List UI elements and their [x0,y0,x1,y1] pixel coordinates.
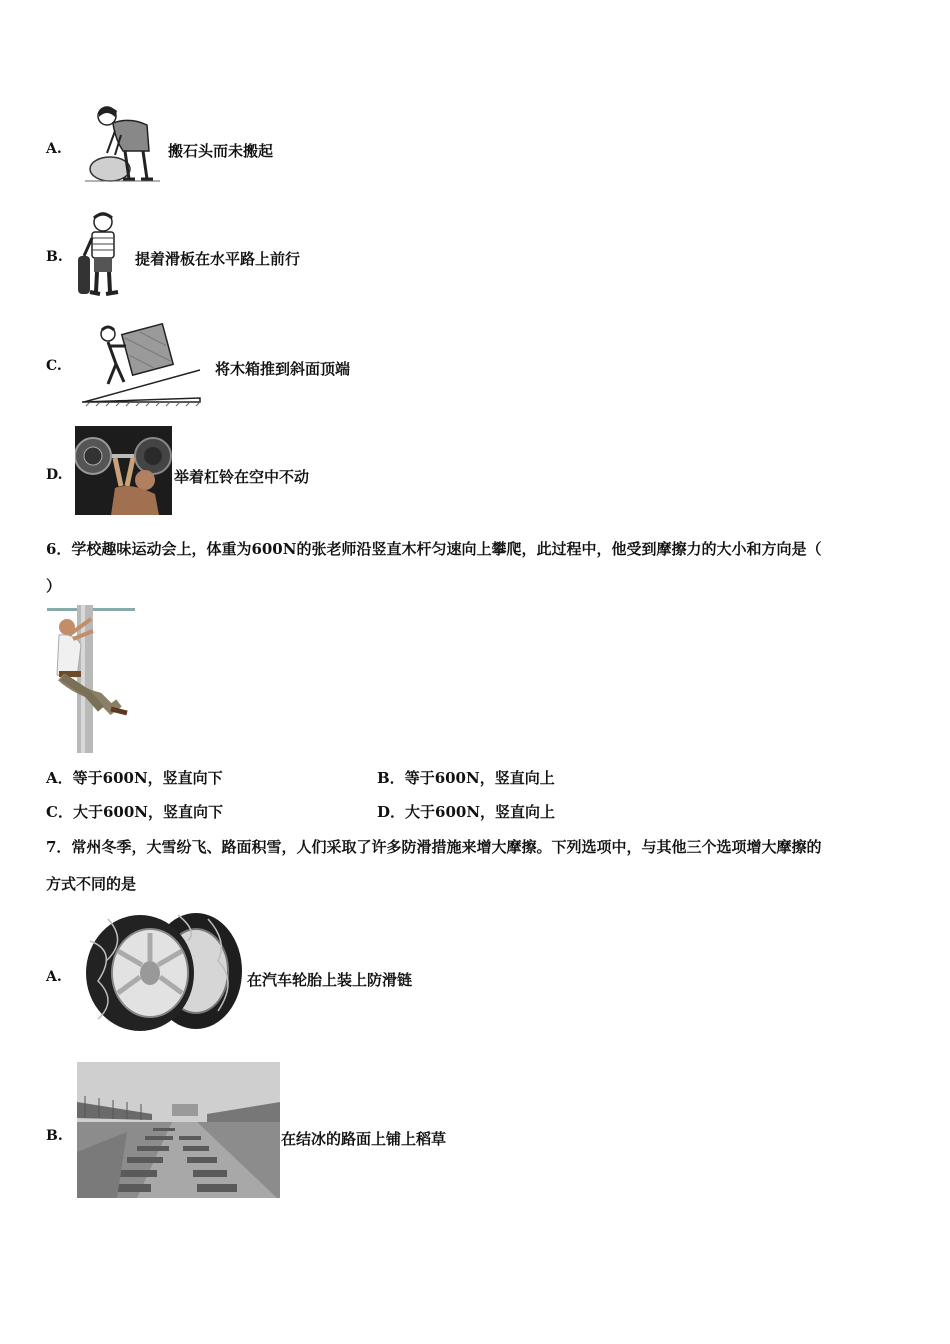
q5-option-d-text: 举着杠铃在空中不动 [174,468,310,486]
q7-option-b-label: B. [46,1128,63,1144]
boy-carrying-skateboard-image [76,210,126,300]
q5-option-b-text: 提着滑板在水平路上前行 [135,250,301,268]
q6-option-b [377,767,555,788]
q5-option-a-label: A. [46,141,62,157]
q6-option-d-label: D． [377,803,406,821]
person-lifting-rock-image [85,103,160,183]
question-6-stem-line2: ） [46,577,62,595]
question-7-stem-line1: 7．常州冬季，大雪纷飞、路面积雪，人们采取了许多防滑措施来增大摩擦。下列选项中，与其他三个选项增大摩擦的 [46,838,822,856]
tire-snow-chains-photo [78,911,246,1033]
q5-option-a-text: 搬石头而未搬起 [168,142,274,160]
q6-option-a-label: A． [46,769,73,787]
man-climbing-pole-photo [47,605,135,753]
q6-option-b-label: B． [377,769,405,787]
q7-option-a-label: A. [46,969,62,985]
q5-option-d-label: D. [46,467,63,483]
q6-option-c [46,801,223,822]
q7-option-a-text: 在汽车轮胎上装上防滑链 [247,971,413,989]
q5-option-c-label: C. [46,358,62,374]
q5-option-c-text: 将木箱推到斜面顶端 [215,360,351,378]
q6-option-d [377,801,555,822]
q6-option-c-text: 大于600N，竖直向下 [72,803,223,821]
q5-option-b-label: B. [46,249,63,265]
q6-option-d-text: 大于600N，竖直向上 [405,803,556,821]
person-pushing-box-image [80,320,205,410]
weightlifter-photo [75,426,172,515]
q6-option-a-text: 等于600N，竖直向下 [72,769,223,787]
q6-option-c-label: C． [46,803,73,821]
straw-on-icy-road-photo [77,1062,280,1198]
q6-option-a [46,767,223,788]
question-6-stem-line1: 6．学校趣味运动会上，体重为600N的张老师沿竖直木杆匀速向上攀爬，此过程中，他受到摩擦力的大小和方向是（ [46,540,822,558]
question-7-stem-line2: 方式不同的是 [46,875,137,893]
q6-option-b-text: 等于600N，竖直向上 [404,769,555,787]
q7-option-b-text: 在结冰的路面上铺上稻草 [281,1130,447,1148]
